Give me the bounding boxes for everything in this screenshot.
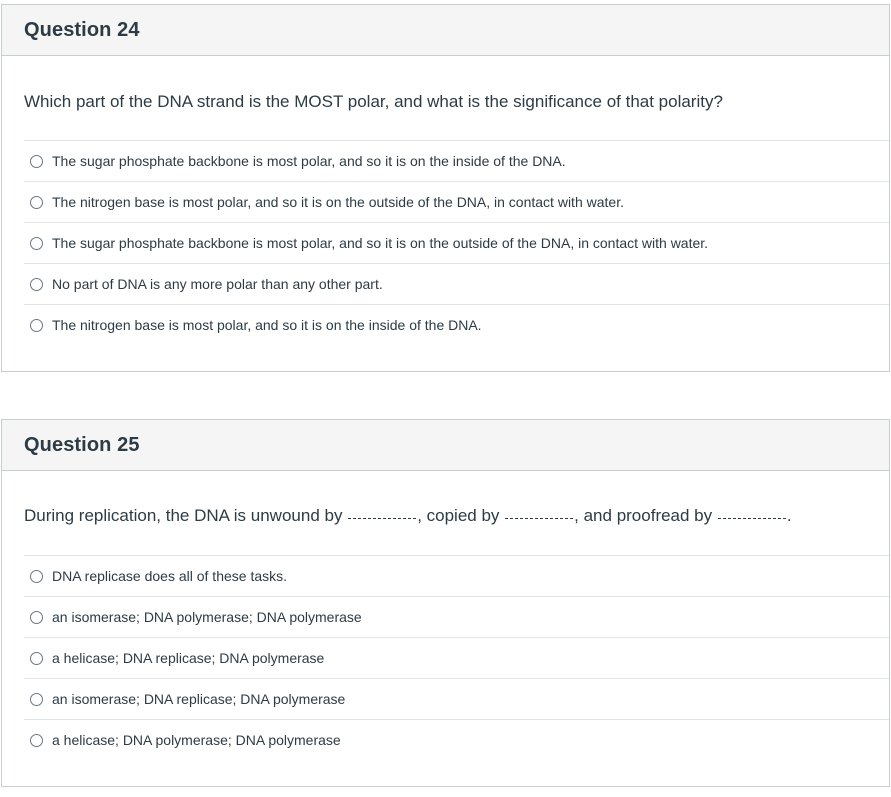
answer-option[interactable]	[24, 555, 889, 596]
question-text: Which part of the DNA strand is the MOST polar, and what is the significance of that polarity?	[24, 92, 723, 111]
fill-in-blank	[718, 517, 786, 519]
radio-button[interactable]	[30, 155, 43, 168]
answer-label: The sugar phosphate backbone is most polar, and so it is on the inside of the DNA.	[52, 153, 566, 169]
question-header	[2, 5, 889, 56]
answer-label: The nitrogen base is most polar, and so it is on the inside of the DNA.	[52, 317, 482, 333]
question-title: Question 25	[24, 433, 140, 456]
answer-label: No part of DNA is any more polar than any other part.	[52, 276, 383, 292]
answer-option[interactable]	[24, 678, 889, 719]
answer-option[interactable]	[24, 222, 889, 263]
fill-in-blank	[348, 517, 416, 519]
answer-option[interactable]	[24, 140, 889, 181]
question-header	[2, 420, 889, 471]
radio-button[interactable]	[30, 278, 43, 291]
radio-button[interactable]	[30, 611, 43, 624]
answer-option[interactable]	[24, 263, 889, 304]
radio-button[interactable]	[30, 693, 43, 706]
answer-option[interactable]	[24, 181, 889, 222]
answer-label: a helicase; DNA polymerase; DNA polymerase	[52, 732, 341, 748]
fill-in-blank	[505, 517, 573, 519]
question-text-part: During replication, the DNA is unwound by	[24, 506, 343, 525]
question-24	[1, 4, 890, 372]
question-title: Question 24	[24, 18, 140, 41]
radio-button[interactable]	[30, 734, 43, 747]
question-25	[1, 419, 890, 787]
answer-option[interactable]	[24, 304, 889, 345]
answer-option[interactable]	[24, 637, 889, 678]
answer-label: DNA replicase does all of these tasks.	[52, 568, 288, 584]
radio-button[interactable]	[30, 319, 43, 332]
answer-option[interactable]	[24, 596, 889, 637]
radio-button[interactable]	[30, 570, 43, 583]
question-text-part: .	[786, 506, 792, 525]
answer-list	[24, 140, 889, 345]
radio-button[interactable]	[30, 237, 43, 250]
answer-label: an isomerase; DNA polymerase; DNA polymerase	[52, 609, 362, 625]
answer-label: a helicase; DNA replicase; DNA polymerase	[52, 650, 325, 666]
radio-button[interactable]	[30, 652, 43, 665]
answer-label: an isomerase; DNA replicase; DNA polymerase	[52, 691, 346, 707]
answer-label: The nitrogen base is most polar, and so it is on the outside of the DNA, in contact with water.	[52, 194, 624, 210]
question-text-part: , copied by	[417, 506, 500, 525]
question-text	[24, 506, 792, 526]
question-text-part: , and proofread by	[574, 506, 713, 525]
answer-option[interactable]	[24, 719, 889, 760]
answer-label: The sugar phosphate backbone is most polar, and so it is on the outside of the DNA, in contact with water.	[52, 235, 709, 251]
answer-list	[24, 555, 889, 760]
radio-button[interactable]	[30, 196, 43, 209]
